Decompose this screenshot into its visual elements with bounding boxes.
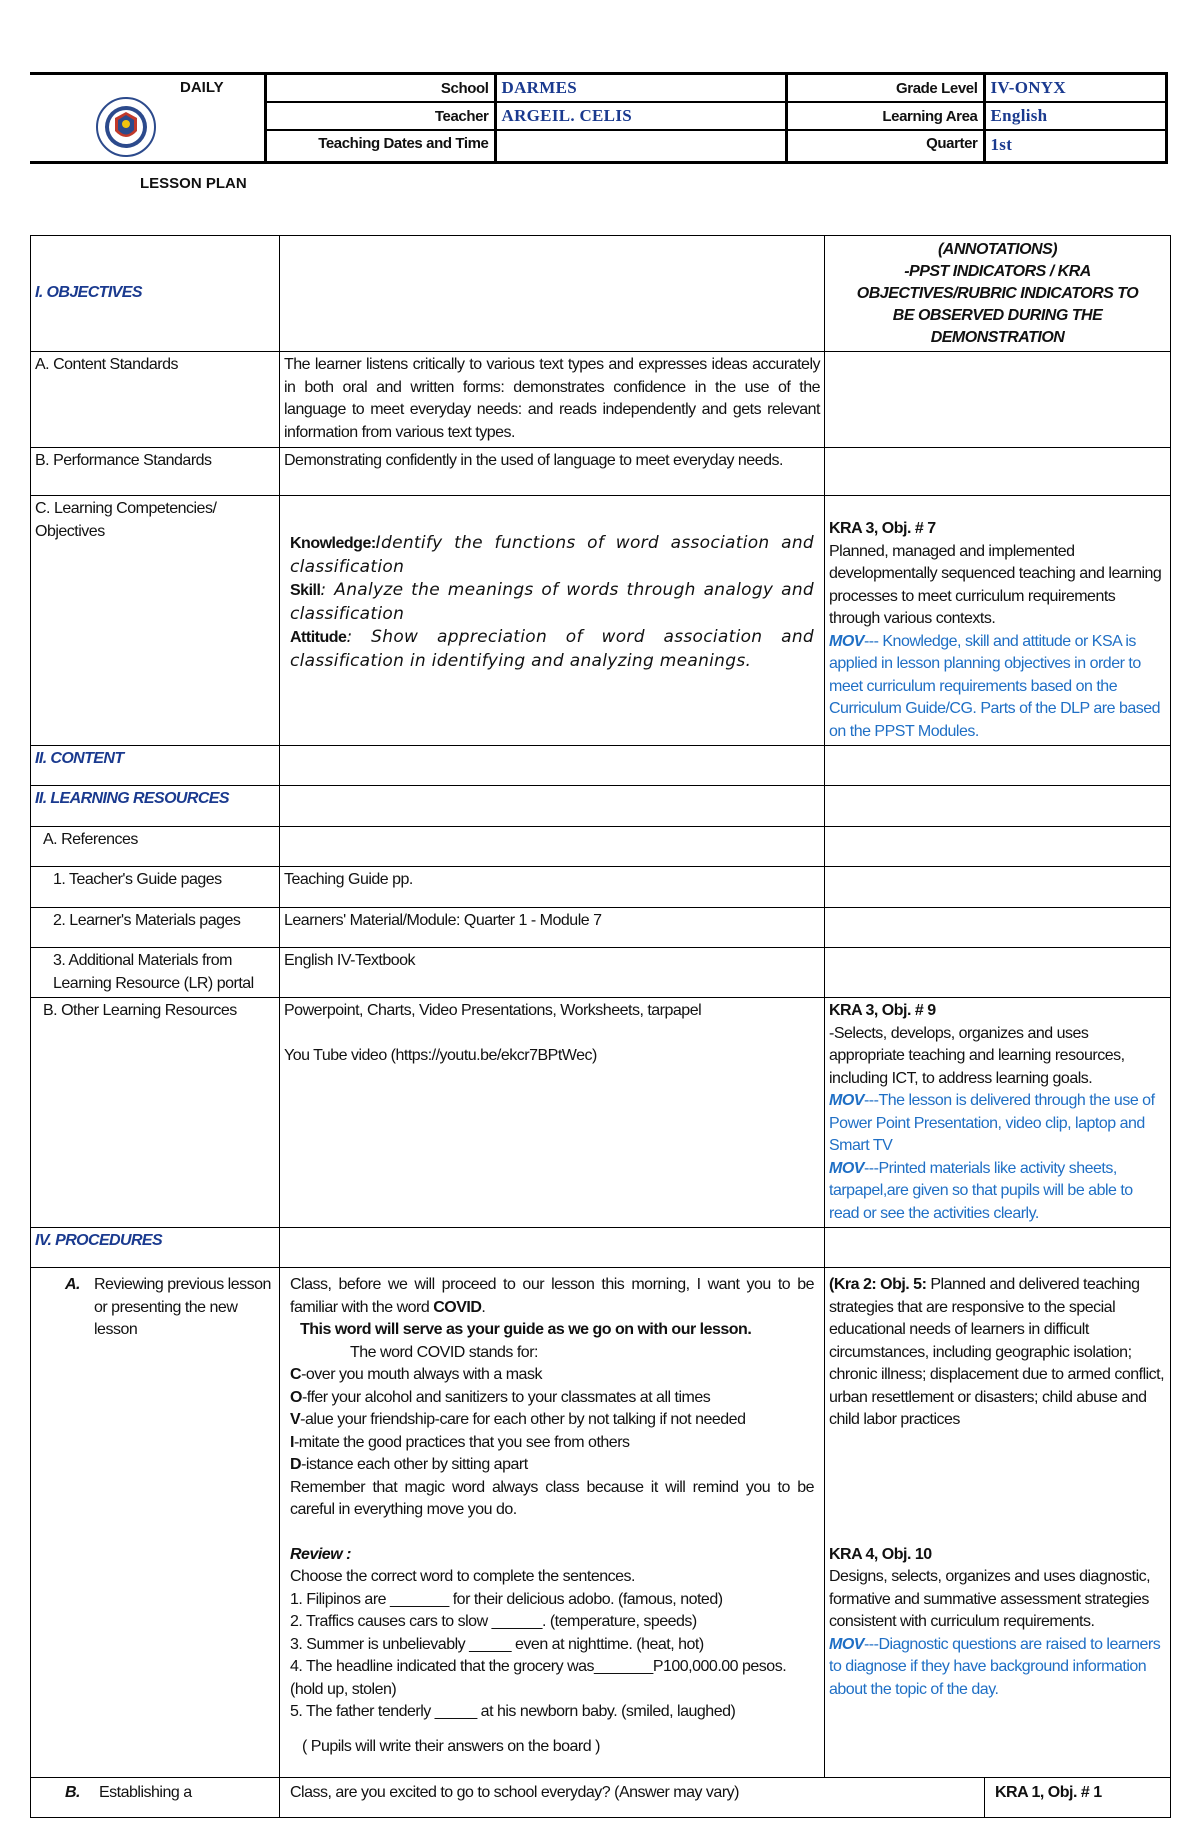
review-title: Review : — [290, 1545, 351, 1563]
content-heading-cell — [31, 746, 280, 786]
remember-text: Remember that magic word always class because it will remind you to be careful in everything move you do. — [290, 1478, 814, 1518]
step-a-label-cell — [31, 1268, 280, 1778]
covid-letter-i: I — [290, 1433, 294, 1451]
annotations-line-3: OBJECTIVES/RUBRIC INDICATORS TO — [856, 284, 1139, 302]
attitude-label: Attitude — [290, 629, 347, 646]
procedures-heading: IV. PROCEDURES — [35, 1232, 163, 1249]
mov-printed-text: ---Printed materials like activity sheets, tarpapel,are given so that pupils will be able to read or see the activities clearly. — [829, 1159, 1133, 1222]
kra3-obj7-text: Planned, managed and implemented developmentally sequenced teaching and learning processes to meet curriculum requirements through various contexts. — [829, 542, 1162, 627]
resources-heading: II. LEARNING RESOURCES — [35, 790, 229, 807]
covid-letter-v: V — [290, 1411, 301, 1428]
kra3-obj9-title: KRA 3, Obj. # 9 — [829, 1002, 936, 1019]
stands-text: The word COVID stands for: — [350, 1343, 538, 1361]
step-b-content: Class, are you excited to go to school everyday? (Answer may vary) — [280, 1778, 985, 1818]
content-value-cell — [280, 746, 825, 786]
resources-heading-cell — [31, 786, 280, 827]
other-resources-cell — [280, 998, 825, 1228]
school-label: School — [265, 74, 495, 103]
competencies-annotation — [825, 496, 1171, 746]
procedures-heading-cell — [31, 1228, 280, 1268]
deped-seal-icon — [96, 97, 156, 157]
mov-label: MOV — [829, 1092, 864, 1109]
content-standards-text: The learner listens critically to various text types and expresses ideas accurately in both oral and written forms: demonstrates confidence in the use of the language to meet everyday needs: and reads independently and gets relevant information from various text types. — [280, 352, 825, 448]
references-annotation — [825, 827, 1171, 867]
covid-letter-c: C — [290, 1366, 302, 1383]
covid-letter-d: D — [290, 1456, 302, 1473]
other-resources-value: Powerpoint, Charts, Video Presentations, Worksheets, tarpapel — [284, 1002, 702, 1019]
step-a-annotation — [825, 1268, 1171, 1778]
kra4-obj10-title: KRA 4, Obj. 10 — [829, 1545, 932, 1563]
competencies-label: C. Learning Competencies/ Objectives — [31, 496, 280, 746]
header-table — [30, 72, 1200, 192]
review-question-3: 3. Summer is unbelievably _____ even at nighttime. (heat, hot) — [290, 1635, 704, 1653]
review-question-4: 4. The headline indicated that the grocery was_______P100,000.00 pesos.(hold up, stolen) — [290, 1658, 787, 1698]
learners-materials-annotation — [825, 908, 1171, 948]
dll-title-cell — [30, 74, 265, 192]
dll-title-lesson-plan: LESSON PLAN — [140, 175, 247, 192]
content-heading: II. CONTENT — [35, 750, 124, 767]
covid-o-text: -ffer your alcohol and sanitizers to your classmates at all times — [301, 1388, 711, 1406]
resources-annotation-cell — [825, 786, 1171, 827]
skill-text: : Analyze the meanings of words through analogy and classification — [290, 580, 814, 624]
resources-value-cell — [280, 786, 825, 827]
content-standards-label: A. Content Standards — [31, 352, 280, 448]
pupils-note: ( Pupils will write their answers on the board ) — [302, 1737, 600, 1755]
annotations-heading — [825, 236, 1171, 352]
kra3-obj7-title: KRA 3, Obj. # 7 — [829, 520, 936, 537]
objectives-heading-cell — [31, 236, 280, 352]
annotations-line-1: (ANNOTATIONS) — [937, 240, 1058, 258]
references-label: A. References — [31, 827, 280, 867]
step-b-label-cell — [31, 1778, 280, 1818]
kra2-obj5-text: Planned and delivered teaching strategies that are responsive to the special educational needs of learners in difficult circumstances, including geographic isolation; chronic illness; displacement due to armed conflict, urban resettlement or disasters; child abuse and child labor practices — [829, 1276, 1165, 1428]
guide-text: This word will serve as your guide as we go on with our lesson. — [300, 1321, 752, 1338]
grade-level-label: Grade Level — [786, 74, 984, 103]
teaching-dates-value — [495, 130, 786, 163]
procedures-annotation-cell — [825, 1228, 1171, 1268]
objectives-blank-cell — [280, 236, 825, 352]
references-value — [280, 827, 825, 867]
kra4-obj10-mov-text: ---Diagnostic questions are raised to learners to diagnose if they have background information about the topic of the day. — [829, 1635, 1161, 1698]
attitude-text: : Show appreciation of word association and classification in identifying and analyzing meanings. — [290, 627, 814, 671]
covid-c-text: -over you mouth always with a mask — [301, 1366, 542, 1383]
kra4-obj10-text: Designs, selects, organizes and uses diagnostic, formative and summative assessment strategies consistent with curriculum requirements. — [829, 1568, 1151, 1630]
additional-materials-label — [31, 948, 280, 998]
covid-d-text: -istance each other by sitting apart — [301, 1456, 528, 1473]
mov-label: MOV — [829, 632, 864, 650]
additional-materials-value: English IV-Textbook — [280, 948, 825, 998]
step-a-content — [280, 1268, 825, 1778]
step-a-label: Reviewing previous lesson or presenting the new lesson — [94, 1276, 271, 1338]
additional-materials-annotation — [825, 948, 1171, 998]
review-instructions: Choose the correct word to complete the sentences. — [290, 1568, 635, 1585]
dll-title-daily: DAILY — [180, 79, 224, 96]
teacher-value: ARGEIL. CELIS — [495, 102, 786, 130]
annotations-line-2: -PPST INDICATORS / KRA — [904, 262, 1091, 280]
quarter-label: Quarter — [786, 130, 984, 163]
teaching-dates-label: Teaching Dates and Time — [265, 130, 495, 163]
kra3-obj7-mov-text: --- Knowledge, skill and attitude or KSA is applied in lesson planning objectives in order to meet curriculum requirements based on the Curriculum Guide/CG. Parts of the DLP are based on the PPST Modules. — [829, 632, 1161, 740]
step-b-label: Establishing a — [99, 1784, 192, 1801]
content-standards-annotation — [825, 352, 1171, 448]
skill-label: Skill — [290, 582, 321, 599]
review-question-5: 5. The father tenderly _____ at his newborn baby. (smiled, laughed) — [290, 1703, 736, 1720]
lesson-plan-table — [30, 235, 1171, 1818]
covid-letter-o: O — [290, 1388, 302, 1406]
review-question-1: 1. Filipinos are _______ for their delicious adobo. (famous, noted) — [290, 1590, 723, 1608]
teachers-guide-label: 1. Teacher's Guide pages — [31, 867, 280, 908]
learning-area-label: Learning Area — [786, 102, 984, 130]
step-a-letter: A. — [65, 1276, 80, 1293]
learners-materials-value: Learners' Material/Module: Quarter 1 - Module 7 — [280, 908, 825, 948]
learning-area-value: English — [984, 102, 1166, 130]
objectives-heading: I. OBJECTIVES — [35, 284, 142, 302]
performance-standards-text: Demonstrating confidently in the used of language to meet everyday needs. — [280, 448, 825, 496]
performance-standards-annotation — [825, 448, 1171, 496]
learners-materials-label: 2. Learner's Materials pages — [31, 908, 280, 948]
kra3-obj9-text: -Selects, develops, organizes and uses appropriate teaching and learning resources, including ICT, to address learning goals. — [829, 1024, 1125, 1087]
teachers-guide-value: Teaching Guide pp. — [280, 867, 825, 908]
additional-materials-label-text: 3. Additional Materials from Learning Resource (LR) portal — [53, 952, 254, 992]
kra2-obj5-title: (Kra 2: Obj. 5: — [829, 1276, 927, 1293]
kra1-obj1-title: KRA 1, Obj. # 1 — [985, 1778, 1171, 1818]
teacher-label: Teacher — [265, 102, 495, 130]
annotations-line-5: DEMONSTRATION — [930, 328, 1065, 346]
step-b-letter: B. — [65, 1784, 80, 1801]
knowledge-label: Knowledge: — [290, 535, 376, 552]
youtube-link[interactable]: You Tube video (https://youtu.be/ekcr7BPtWec) — [284, 1046, 597, 1064]
covid-i-text: -mitate the good practices that you see from others — [293, 1433, 630, 1451]
mov-presentation-text: ---The lesson is delivered through the use of Power Point Presentation, video clip, laptop and Smart TV — [829, 1092, 1155, 1154]
covid-v-text: -alue your friendship-care for each other by not talking if not needed — [300, 1411, 746, 1428]
header-right-margin — [1166, 74, 1200, 163]
intro-text: Class, before we will proceed to our lesson this morning, I want you to be familiar with the word — [290, 1276, 814, 1316]
review-question-2: 2. Traffics causes cars to slow ______. (temperature, speeds) — [290, 1613, 697, 1630]
quarter-value: 1st — [984, 130, 1166, 163]
procedures-value-cell — [280, 1228, 825, 1268]
mov-label: MOV — [829, 1635, 864, 1653]
competencies-cell — [280, 496, 825, 746]
other-resources-label: B. Other Learning Resources — [31, 998, 280, 1228]
teachers-guide-annotation — [825, 867, 1171, 908]
other-resources-annotation — [825, 998, 1171, 1228]
school-value: DARMES — [495, 74, 786, 103]
mov-label: MOV — [829, 1159, 864, 1177]
knowledge-text: Identify the functions of word association and classification — [290, 533, 814, 577]
content-annotation-cell — [825, 746, 1171, 786]
annotations-line-4: BE OBSERVED DURING THE — [892, 306, 1103, 324]
grade-level-value: IV-ONYX — [984, 74, 1166, 103]
intro-end: . — [481, 1298, 486, 1316]
performance-standards-label: B. Performance Standards — [31, 448, 280, 496]
intro-covid: COVID — [433, 1298, 482, 1316]
